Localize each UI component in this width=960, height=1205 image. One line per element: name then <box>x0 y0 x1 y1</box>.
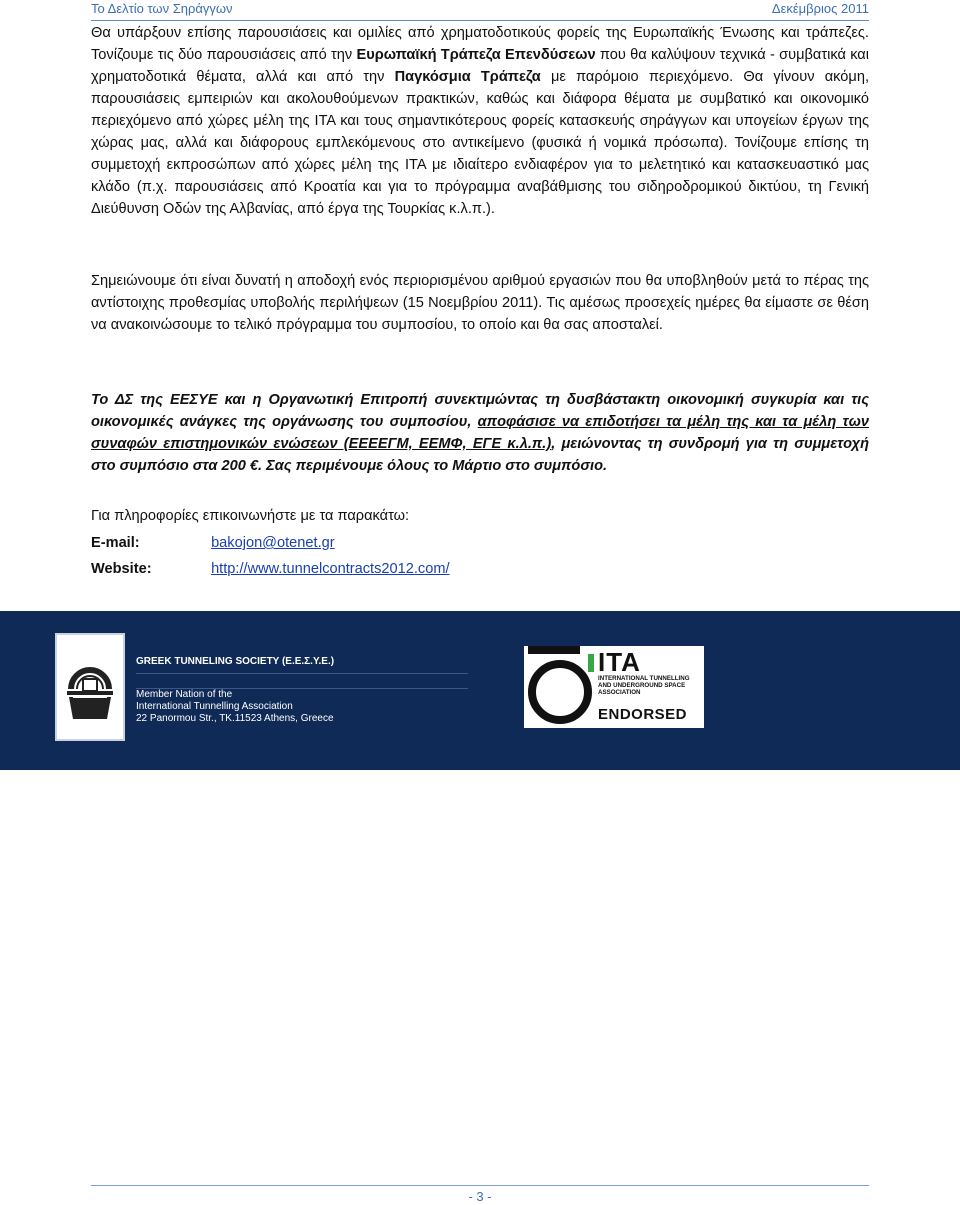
ita-wordmark: ITA <box>598 647 641 677</box>
email-label: E-mail: <box>91 535 140 551</box>
society-footer-band <box>0 611 960 770</box>
society-divider-top <box>136 673 468 674</box>
ita-endorsed-badge <box>524 646 704 728</box>
ita-ring-icon <box>524 646 596 728</box>
society-info-line2: International Tunnelling Association <box>136 701 293 712</box>
header-newsletter-title: Το Δελτίο των Σηράγγων <box>91 1 233 16</box>
website-label: Website: <box>91 561 152 577</box>
eib-bold: Ευρωπαϊκή Τράπεζα Επενδύσεων <box>356 47 596 63</box>
world-bank-bold: Παγκόσμια Τράπεζα <box>394 69 541 85</box>
paragraph-late-submissions: Σημειώνουμε ότι είναι δυνατή η αποδοχή ενός περιορισμένου αριθμού εργασιών που θα υποβληθούν μετά το πέρας της αντίστοιχης προθεσμίας υποβολής περιλήψεων (15 Νοεμβρίου 2011). Τις αμέσως προσεχείς ημέρες θα είμαστε σε θέση να ανακοινώσουμε το τελικό πρόγραμμα του συμποσίου, το οποίο και θα σας αποσταλεί. <box>91 273 869 333</box>
ita-endorsed-label: ENDORSED <box>598 706 688 723</box>
website-link[interactable]: http://www.tunnelcontracts2012.com/ <box>211 561 450 577</box>
contact-email-row <box>91 535 335 551</box>
society-logo-icon <box>55 633 125 741</box>
email-link[interactable]: bakojon@otenet.gr <box>211 535 335 551</box>
society-info-line1: Member Nation of the <box>136 689 233 700</box>
society-info <box>136 689 334 725</box>
paragraph-presentations: Θα υπάρξουν επίσης παρουσιάσεις και ομιλίες από χρηματοδοτικούς φορείς της Ευρωπαϊκής Ένωσης και τράπεζες. Τονίζουμε τις δύο παρουσιάσεις από την Ευρωπαϊκή Τράπεζα Επενδύσεων που θα καλύψουν τεχνικά - συμβατικά και χρηματοδοτικά θέματα, αλλά και από την Παγκόσμια Τράπεζα με παρόμοιο περιεχόμενο. Θα γίνουν ακόμη, παρουσιάσεις εμπειριών και ακολουθούμενων πρακτικών, καθώς και διάφορα θέματα με συμβατικό και οικονομικό περιεχόμενο από χώρες μέλη της ITA και τους σημαντικότερους φορείς κατασκευής σηράγγων και υπογείων έργων της χώρας μας, αλλά και διάφορους εμπλεκόμενους στο αντικείμενο (φυσικά ή νομικά πρόσωπα). Τονίζουμε επίσης τη συμμετοχή εκπροσώπων από χώρες μέλη της ITA με ιδιαίτερο ενδιαφέρον για το μελετητικό και κατασκευαστικό μας κλάδο (π.χ. παρουσιάσεις από Κροατία και για το πρόγραμμα αναβάθμισης του σιδηροδρομικού δικτύου, τη Γενική Διεύθυνση Οδών της Αλβανίας, από έργα της Τουρκίας κ.λ.π.). <box>91 25 870 217</box>
footer-divider <box>91 1185 869 1186</box>
subsidy-underlined: αποφάσισε να επιδοτήσει τα μέλη της και τα μέλη των συναφών επιστημονικών ενώσεων (ΕΕΕΕΓΜ, ΕΕΜΦ, ΕΓΕ κ.λ.π.) <box>91 414 869 452</box>
ita-subtitle: INTERNATIONAL TUNNELLING AND UNDERGROUND SPACE ASSOCIATION <box>598 675 690 696</box>
contact-website-row <box>91 561 450 577</box>
page-number: - 3 - <box>468 1189 492 1204</box>
society-name: GREEK TUNNELING SOCIETY (Ε.Ε.Σ.Υ.Ε.) <box>136 656 335 667</box>
header-date: Δεκέμβριος 2011 <box>771 1 869 16</box>
running-header <box>91 0 869 21</box>
society-info-line3: 22 Panormou Str., TK.11523 Athens, Greece <box>136 713 334 724</box>
contact-intro: Για πληροφορίες επικοινωνήστε με τα παρακάτω: <box>91 508 410 524</box>
paragraph-fee-reduction: Το ΔΣ της ΕΕΣΥΕ και η Οργανωτική Επιτροπή συνεκτιμώντας τη δυσβάστακτη οικονομική συγκυρία και τις οικονομικές ανάγκες της οργάνωσης του συμποσίου, αποφάσισε να επιδοτήσει τα μέλη της και τα μέλη των συναφών επιστημονικών ενώσεων (ΕΕΕΕΓΜ, ΕΕΜΦ, ΕΓΕ κ.λ.π.), μειώνοντας τη συνδρομή για τη συμμετοχή στο συμπόσιο στα 200 €. Σας περιμένουμε όλους το Μάρτιο στο συμπόσιο. <box>91 392 869 474</box>
